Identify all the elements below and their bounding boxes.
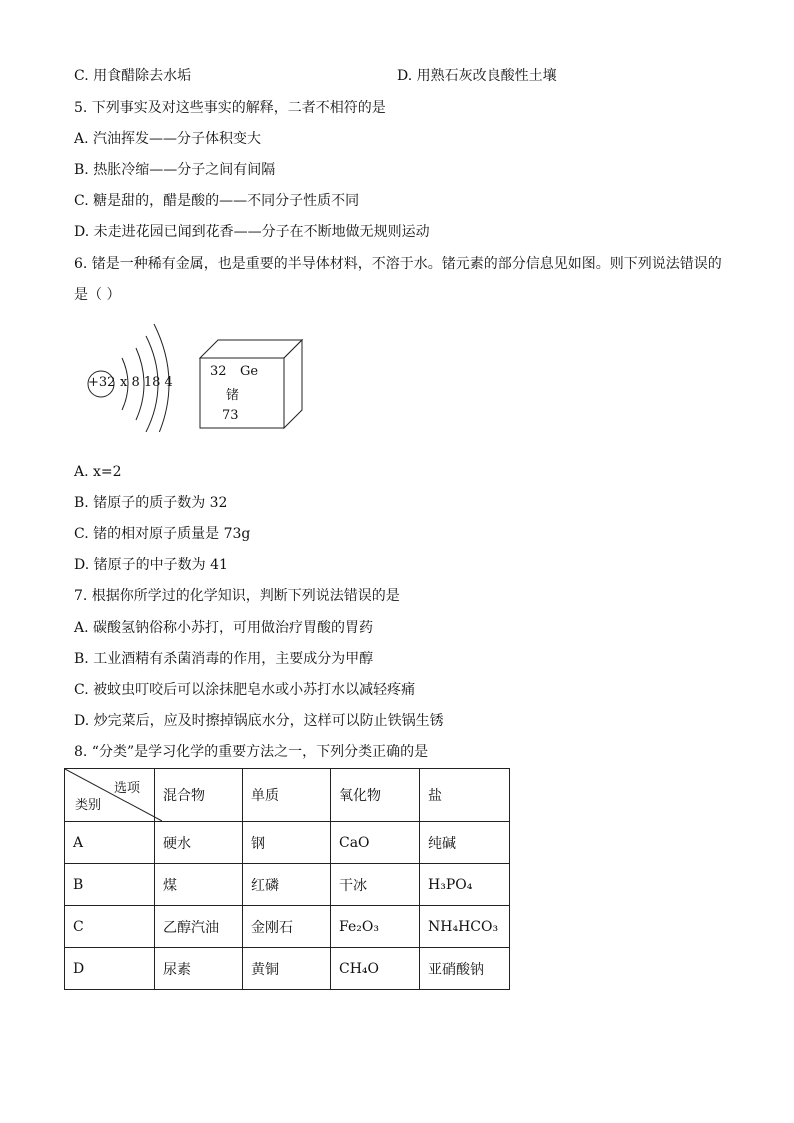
header-diagonal-cell (65, 769, 155, 822)
q8-stem: 8. “分类”是学习化学的重要方法之一，下列分类正确的是 (74, 744, 429, 760)
col-header-mixture: 混合物 (155, 769, 243, 822)
cell-oxide: 干冰 (331, 864, 420, 906)
col-header-oxide: 氧化物 (331, 769, 420, 822)
row-label: A (65, 822, 155, 864)
element-symbol: Ge (240, 364, 259, 379)
header-category-label: 类别 (75, 798, 102, 813)
col-header-element: 单质 (243, 769, 331, 822)
q5-option-c: C. 糖是甜的，醋是酸的——不同分子性质不同 (74, 193, 360, 209)
row-label: B (65, 864, 155, 906)
cell-element: 红磷 (243, 864, 331, 906)
q6-option-d: D. 锗原子的中子数为 41 (74, 557, 228, 573)
cell-salt: H₃PO₄ (420, 864, 510, 906)
q5-option-a: A. 汽油挥发——分子体积变大 (74, 131, 262, 147)
q7-stem: 7. 根据你所学过的化学知识，判断下列说法错误的是 (74, 588, 400, 604)
cell-mixture: 尿素 (155, 948, 243, 990)
cell-mixture: 乙醇汽油 (155, 906, 243, 948)
cell-salt: 亚硝酸钠 (420, 948, 510, 990)
q6-option-c: C. 锗的相对原子质量是 73g (74, 526, 251, 542)
q4-option-c: C. 用食醋除去水垢 (74, 68, 192, 84)
table-row (65, 948, 510, 990)
q6-option-a: A. x=2 (74, 464, 122, 480)
cell-salt: NH₄HCO₃ (420, 906, 510, 948)
cell-oxide: CH₄O (331, 948, 420, 990)
header-option-label: 选项 (113, 781, 140, 796)
q7-option-c: C. 被蚊虫叮咬后可以涂抹肥皂水或小苏打水以减轻疼痛 (74, 682, 416, 698)
col-header-salt: 盐 (420, 769, 510, 822)
table-row (65, 864, 510, 906)
table-row (65, 906, 510, 948)
table-header-row (65, 769, 510, 822)
classification-table (64, 768, 510, 990)
cell-salt: 纯碱 (420, 822, 510, 864)
atomic-number: 32 (210, 364, 227, 379)
row-label: D (65, 948, 155, 990)
electron-shells: x 8 18 4 (120, 375, 173, 390)
cell-element: 黄铜 (243, 948, 331, 990)
atomic-mass: 73 (222, 408, 239, 423)
q7-option-b: B. 工业酒精有杀菌消毒的作用，主要成分为甲醇 (74, 651, 374, 667)
q7-option-d: D. 炒完菜后，应及时擦掉锅底水分，这样可以防止铁锅生锈 (74, 713, 444, 729)
cell-mixture: 硬水 (155, 822, 243, 864)
q6-stem-line1: 6. 锗是一种稀有金属，也是重要的半导体材料，不溶于水。锗元素的部分信息见如图。则下列说法错误的 (74, 256, 722, 272)
atom-structure-diagram (84, 322, 304, 432)
element-name: 锗 (226, 388, 240, 403)
nucleus-charge: +32 (88, 375, 116, 390)
cell-oxide: CaO (331, 822, 420, 864)
q6-stem-line2: 是（ ） (74, 287, 121, 303)
q5-option-b: B. 热胀冷缩——分子之间有间隔 (74, 162, 276, 178)
q5-stem: 5. 下列事实及对这些事实的解释，二者不相符的是 (74, 100, 386, 116)
q7-option-a: A. 碳酸氢钠俗称小苏打，可用做治疗胃酸的胃药 (74, 620, 374, 636)
q6-option-b: B. 锗原子的质子数为 32 (74, 495, 228, 511)
q5-option-d: D. 未走进花园已闻到花香——分子在不断地做无规则运动 (74, 224, 430, 240)
cell-oxide: Fe₂O₃ (331, 906, 420, 948)
row-label: C (65, 906, 155, 948)
cell-element: 金刚石 (243, 906, 331, 948)
q4-option-d: D. 用熟石灰改良酸性土壤 (397, 68, 557, 84)
cell-element: 钢 (243, 822, 331, 864)
cell-mixture: 煤 (155, 864, 243, 906)
germanium-figure (84, 322, 304, 432)
table-row (65, 822, 510, 864)
